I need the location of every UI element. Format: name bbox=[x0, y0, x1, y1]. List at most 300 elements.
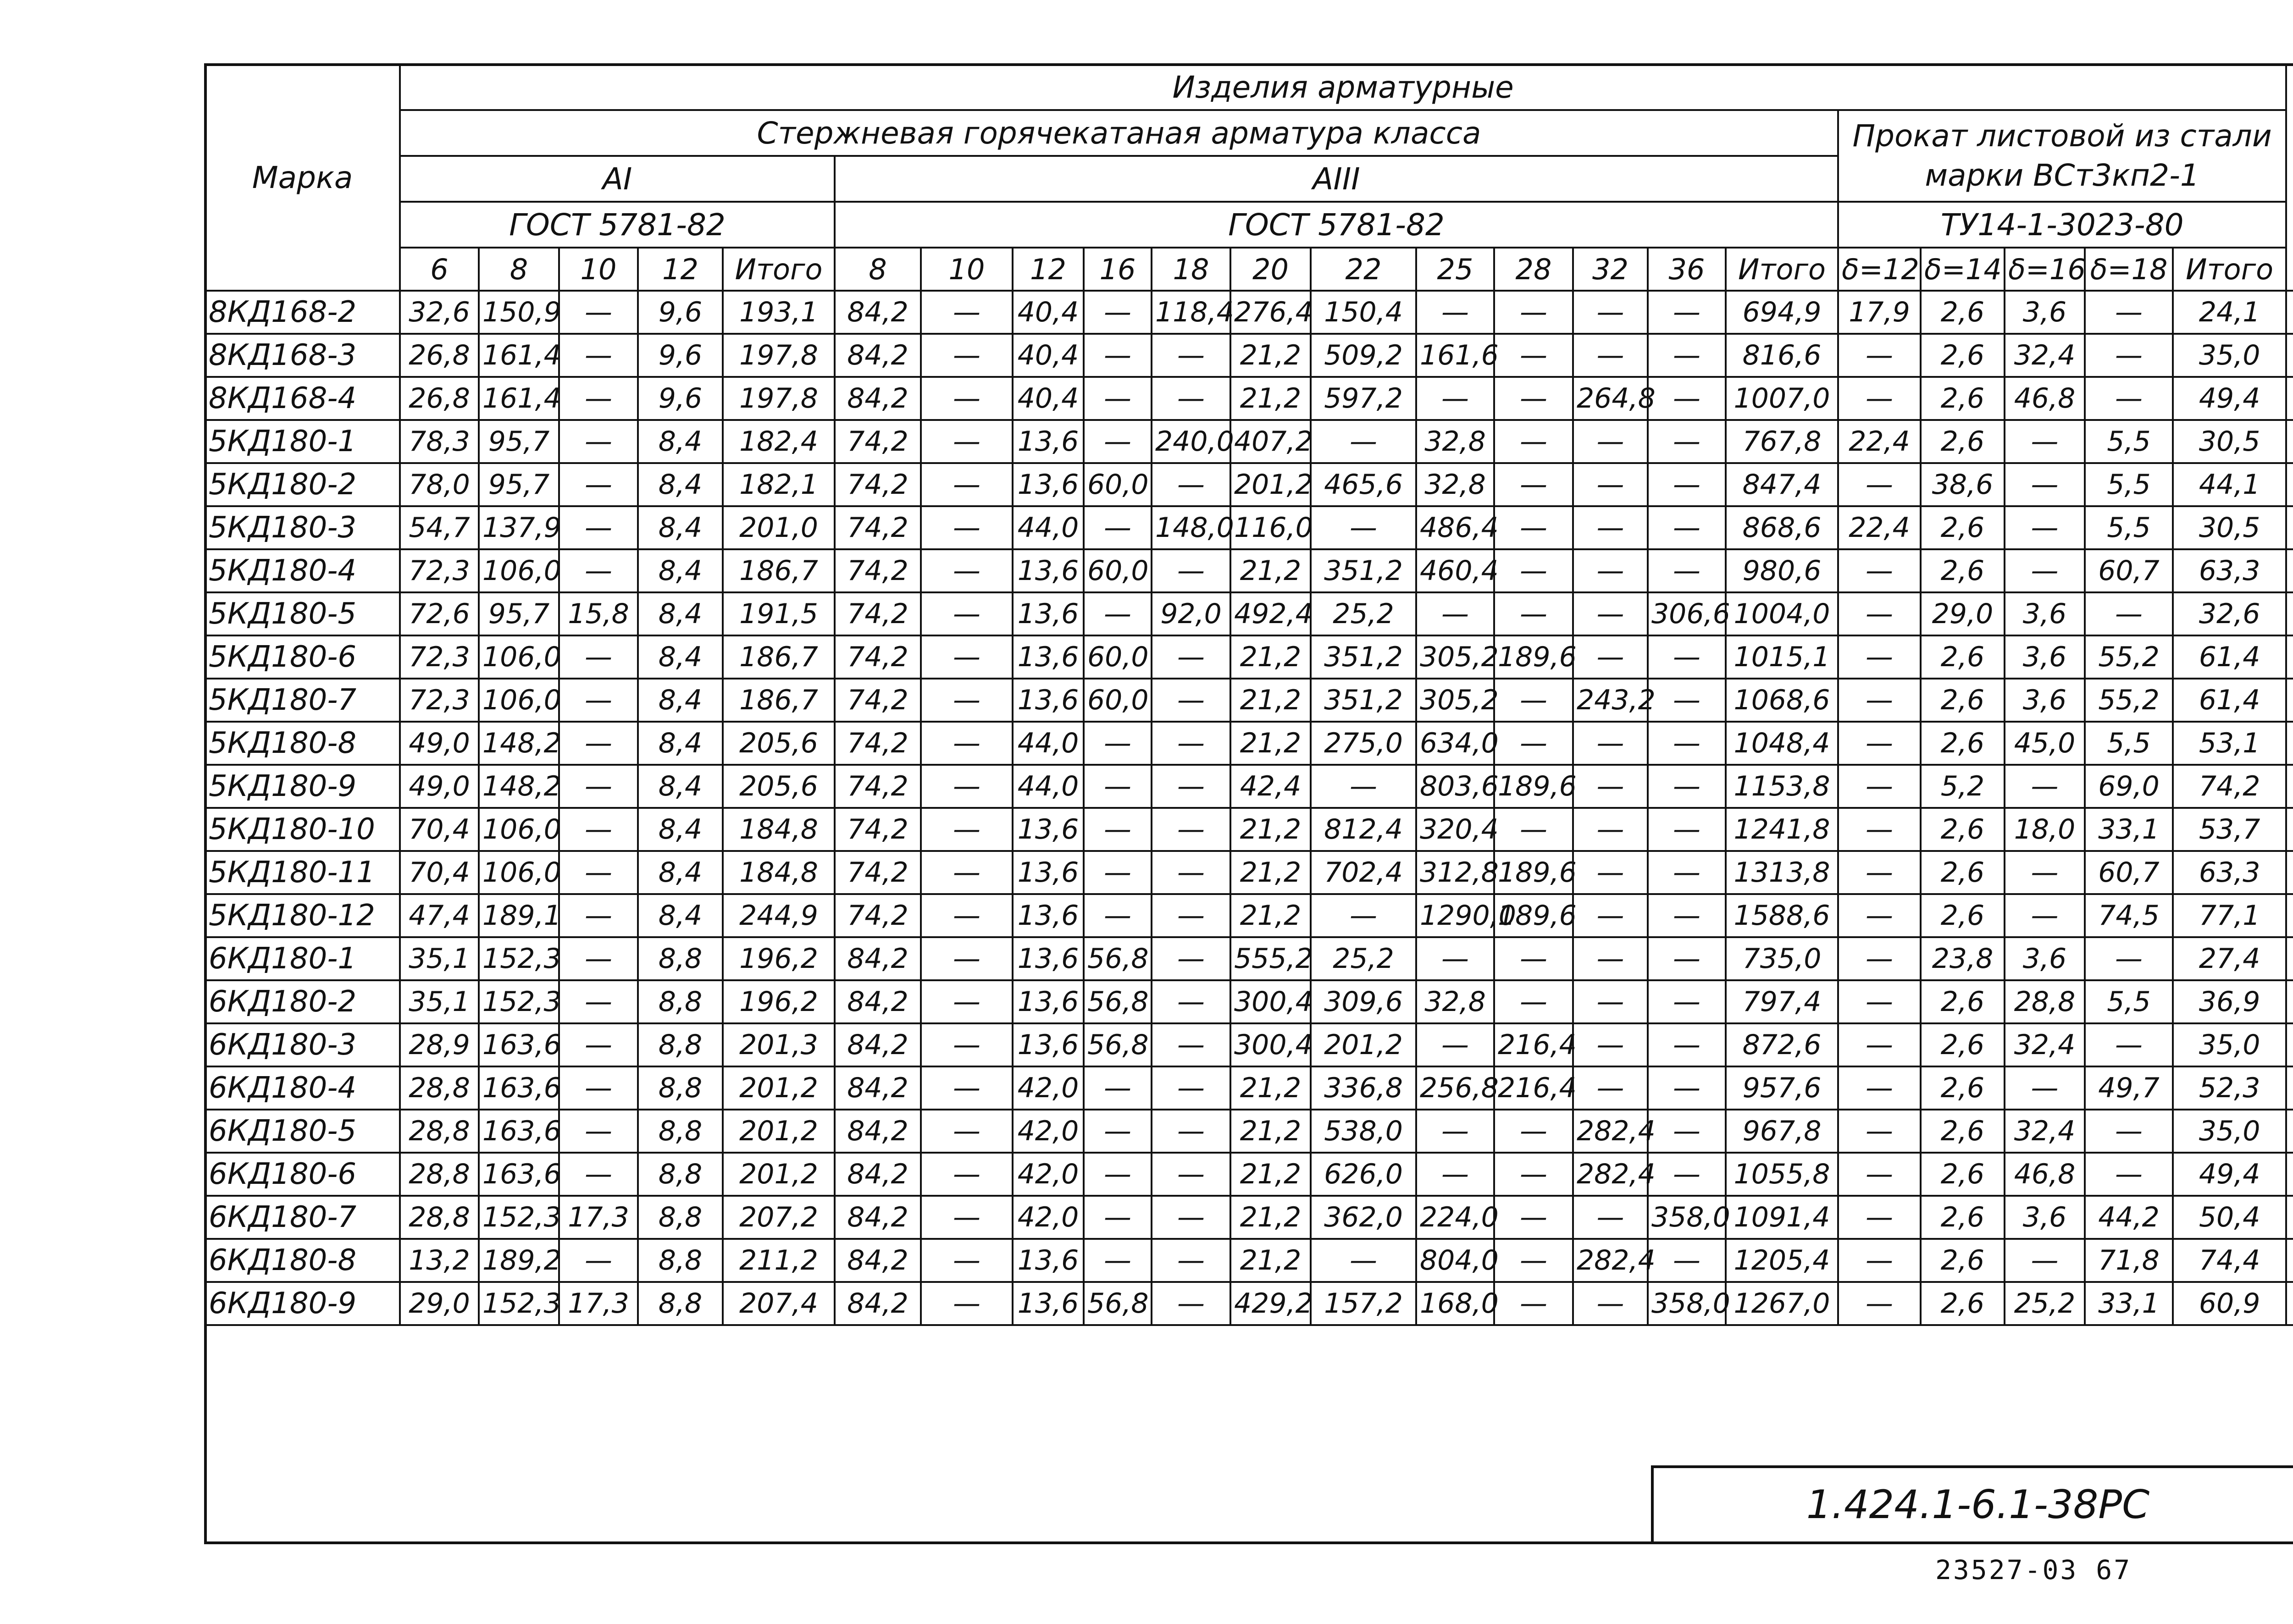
value-cell: — bbox=[1494, 592, 1573, 635]
value-cell: — bbox=[559, 291, 638, 334]
value-cell: 21,2 bbox=[1230, 894, 1311, 937]
value-cell: 492,4 bbox=[1230, 592, 1311, 635]
table-row bbox=[205, 1282, 2293, 1325]
table-row bbox=[205, 894, 2293, 937]
value-cell: — bbox=[1573, 808, 1648, 851]
value-cell: — bbox=[1838, 937, 1921, 980]
value-cell: 3,6 bbox=[2005, 592, 2085, 635]
value-cell: — bbox=[1416, 1153, 1494, 1196]
value-cell: 44,0 bbox=[1013, 722, 1084, 765]
table-row bbox=[205, 1239, 2293, 1282]
value-cell: — bbox=[1838, 980, 1921, 1023]
value-cell: — bbox=[559, 980, 638, 1023]
value-cell: 8,4 bbox=[638, 808, 723, 851]
value-cell: 50,4 bbox=[2173, 1196, 2286, 1239]
value-cell: 3,6 bbox=[2005, 679, 2085, 722]
value-cell: 197,8 bbox=[723, 334, 835, 377]
value-cell: — bbox=[1648, 1153, 1726, 1196]
value-cell: 35,0 bbox=[2173, 1110, 2286, 1153]
value-cell: 9,6 bbox=[638, 291, 723, 334]
value-cell: 1153,8 bbox=[1726, 765, 1838, 808]
value-cell: — bbox=[1494, 937, 1573, 980]
column-header-a3: 22 bbox=[1311, 248, 1416, 291]
value-cell: — bbox=[559, 1110, 638, 1153]
reinforcement-specification-table bbox=[204, 63, 2293, 1464]
mark-cell: 8КД168-2 bbox=[205, 291, 400, 334]
value-cell: — bbox=[559, 420, 638, 463]
value-cell: 28,8 bbox=[400, 1196, 479, 1239]
value-cell: 74,2 bbox=[835, 722, 921, 765]
value-cell: 804,0 bbox=[1416, 1239, 1494, 1282]
value-cell: 70,4 bbox=[400, 808, 479, 851]
value-cell: 275,0 bbox=[1311, 722, 1416, 765]
value-cell: 9,6 bbox=[638, 334, 723, 377]
value-cell: 282,4 bbox=[1573, 1153, 1648, 1196]
value-cell: 56,8 bbox=[1084, 937, 1152, 980]
value-cell: 74,2 bbox=[835, 463, 921, 506]
table-row bbox=[205, 592, 2293, 635]
value-cell: — bbox=[1152, 463, 1230, 506]
value-cell: 44,2 bbox=[2085, 1196, 2173, 1239]
value-cell: 106,0 bbox=[479, 679, 559, 722]
table-row bbox=[205, 1023, 2293, 1066]
value-cell: 106,0 bbox=[479, 549, 559, 592]
value-cell: 71,8 bbox=[2085, 1239, 2173, 1282]
value-cell: 847,4 bbox=[1726, 463, 1838, 506]
grand-total-cell bbox=[2286, 894, 2293, 937]
value-cell: 282,4 bbox=[1573, 1239, 1648, 1282]
value-cell: 191,5 bbox=[723, 592, 835, 635]
value-cell: — bbox=[1152, 1110, 1230, 1153]
value-cell: 148,2 bbox=[479, 722, 559, 765]
value-cell: 634,0 bbox=[1416, 722, 1494, 765]
value-cell: 21,2 bbox=[1230, 722, 1311, 765]
mark-cell: 8КД168-4 bbox=[205, 377, 400, 420]
value-cell: — bbox=[1648, 334, 1726, 377]
grand-total-cell bbox=[2286, 1153, 2293, 1196]
mark-cell: 6КД180-1 bbox=[205, 937, 400, 980]
column-header-a3: 28 bbox=[1494, 248, 1573, 291]
value-cell: 597,2 bbox=[1311, 377, 1416, 420]
value-cell: 201,2 bbox=[723, 1153, 835, 1196]
value-cell: 56,8 bbox=[1084, 980, 1152, 1023]
value-cell: 13,6 bbox=[1013, 592, 1084, 635]
column-header-a3: 36 bbox=[1648, 248, 1726, 291]
value-cell: 21,2 bbox=[1230, 1239, 1311, 1282]
value-cell: 196,2 bbox=[723, 980, 835, 1023]
value-cell: 182,4 bbox=[723, 420, 835, 463]
column-header-a3: 16 bbox=[1084, 248, 1152, 291]
grand-total-cell bbox=[2286, 765, 2293, 808]
value-cell: 49,4 bbox=[2173, 1153, 2286, 1196]
mark-cell: 6КД180-4 bbox=[205, 1066, 400, 1110]
value-cell: 186,7 bbox=[723, 635, 835, 679]
value-cell: 8,8 bbox=[638, 1239, 723, 1282]
grand-total-cell bbox=[2286, 1023, 2293, 1066]
value-cell: 152,3 bbox=[479, 1282, 559, 1325]
value-cell: — bbox=[1838, 851, 1921, 894]
mark-cell: 5КД180-10 bbox=[205, 808, 400, 851]
value-cell: — bbox=[1648, 1023, 1726, 1066]
value-cell: — bbox=[1311, 894, 1416, 937]
value-cell: 201,0 bbox=[723, 506, 835, 549]
value-cell: 95,7 bbox=[479, 592, 559, 635]
value-cell: — bbox=[1494, 722, 1573, 765]
value-cell: 60,0 bbox=[1084, 549, 1152, 592]
grand-total-cell bbox=[2286, 722, 2293, 765]
value-cell: — bbox=[1084, 1239, 1152, 1282]
value-cell: 1068,6 bbox=[1726, 679, 1838, 722]
value-cell: — bbox=[1838, 549, 1921, 592]
value-cell: — bbox=[559, 1153, 638, 1196]
value-cell: 74,2 bbox=[835, 894, 921, 937]
value-cell: — bbox=[1648, 765, 1726, 808]
value-cell: 305,2 bbox=[1416, 679, 1494, 722]
value-cell: 52,3 bbox=[2173, 1066, 2286, 1110]
value-cell: — bbox=[921, 334, 1013, 377]
mark-cell: 5КД180-8 bbox=[205, 722, 400, 765]
value-cell: — bbox=[1494, 679, 1573, 722]
value-cell: — bbox=[559, 765, 638, 808]
value-cell: 84,2 bbox=[835, 1066, 921, 1110]
value-cell: 148,2 bbox=[479, 765, 559, 808]
value-cell: — bbox=[921, 937, 1013, 980]
value-cell: 8,8 bbox=[638, 1110, 723, 1153]
value-cell: 8,4 bbox=[638, 420, 723, 463]
value-cell: 21,2 bbox=[1230, 1110, 1311, 1153]
mark-cell: 5КД180-1 bbox=[205, 420, 400, 463]
value-cell: 509,2 bbox=[1311, 334, 1416, 377]
column-header-a1: 10 bbox=[559, 248, 638, 291]
value-cell: 13,6 bbox=[1013, 679, 1084, 722]
value-cell: — bbox=[1084, 894, 1152, 937]
value-cell: — bbox=[2005, 1239, 2085, 1282]
value-cell: 40,4 bbox=[1013, 334, 1084, 377]
value-cell: — bbox=[559, 334, 638, 377]
value-cell: 74,4 bbox=[2173, 1239, 2286, 1282]
value-cell: 27,4 bbox=[2173, 937, 2286, 980]
value-cell: 207,4 bbox=[723, 1282, 835, 1325]
value-cell: — bbox=[1838, 1239, 1921, 1282]
value-cell: — bbox=[2005, 765, 2085, 808]
sheet-steel-title: Прокат листовой из стали марки ВСт3кп2-1 bbox=[1838, 110, 2286, 202]
value-cell: 2,6 bbox=[1921, 549, 2005, 592]
value-cell: — bbox=[1084, 291, 1152, 334]
value-cell: 186,7 bbox=[723, 679, 835, 722]
grand-total-cell bbox=[2286, 377, 2293, 420]
value-cell: — bbox=[1648, 937, 1726, 980]
value-cell: — bbox=[1084, 420, 1152, 463]
value-cell: 13,6 bbox=[1013, 808, 1084, 851]
value-cell: 74,2 bbox=[835, 679, 921, 722]
value-cell: 8,8 bbox=[638, 937, 723, 980]
value-cell: 63,3 bbox=[2173, 549, 2286, 592]
table-row bbox=[205, 506, 2293, 549]
value-cell: — bbox=[921, 1110, 1013, 1153]
value-cell: 358,0 bbox=[1648, 1282, 1726, 1325]
value-cell: 205,6 bbox=[723, 722, 835, 765]
grand-total-cell bbox=[2286, 1196, 2293, 1239]
value-cell: 276,4 bbox=[1230, 291, 1311, 334]
value-cell: 44,1 bbox=[2173, 463, 2286, 506]
value-cell: 2,6 bbox=[1921, 679, 2005, 722]
value-cell: — bbox=[921, 1023, 1013, 1066]
grand-total-cell bbox=[2286, 1239, 2293, 1282]
value-cell: 42,0 bbox=[1013, 1110, 1084, 1153]
value-cell: 8,8 bbox=[638, 1196, 723, 1239]
table-row bbox=[205, 377, 2293, 420]
value-cell: — bbox=[1648, 679, 1726, 722]
value-cell: 803,6 bbox=[1416, 765, 1494, 808]
value-cell: 8,4 bbox=[638, 679, 723, 722]
value-cell: 84,2 bbox=[835, 980, 921, 1023]
value-cell: 33,1 bbox=[2085, 1282, 2173, 1325]
value-cell: — bbox=[1573, 765, 1648, 808]
value-cell: — bbox=[1838, 679, 1921, 722]
value-cell: — bbox=[2005, 1066, 2085, 1110]
value-cell: 148,0 bbox=[1152, 506, 1230, 549]
value-cell: 60,0 bbox=[1084, 463, 1152, 506]
value-cell: 23,8 bbox=[1921, 937, 2005, 980]
value-cell: — bbox=[1573, 463, 1648, 506]
value-cell: 812,4 bbox=[1311, 808, 1416, 851]
value-cell: — bbox=[1573, 592, 1648, 635]
value-cell: — bbox=[2005, 894, 2085, 937]
value-cell: 44,0 bbox=[1013, 765, 1084, 808]
value-cell: — bbox=[559, 377, 638, 420]
grand-total-cell bbox=[2286, 1110, 2293, 1153]
value-cell: 358,0 bbox=[1648, 1196, 1726, 1239]
value-cell: 163,6 bbox=[479, 1066, 559, 1110]
value-cell: — bbox=[2005, 420, 2085, 463]
table-row bbox=[205, 722, 2293, 765]
value-cell: 13,6 bbox=[1013, 1023, 1084, 1066]
value-cell: 282,4 bbox=[1573, 1110, 1648, 1153]
value-cell: 77,1 bbox=[2173, 894, 2286, 937]
value-cell: — bbox=[1573, 1282, 1648, 1325]
value-cell: 21,2 bbox=[1230, 1066, 1311, 1110]
value-cell: 42,4 bbox=[1230, 765, 1311, 808]
value-cell: 244,9 bbox=[723, 894, 835, 937]
value-cell: 5,2 bbox=[1921, 765, 2005, 808]
value-cell: 150,4 bbox=[1311, 291, 1416, 334]
value-cell: — bbox=[1084, 1196, 1152, 1239]
value-cell: — bbox=[1494, 1282, 1573, 1325]
table-row bbox=[205, 980, 2293, 1023]
value-cell: 13,6 bbox=[1013, 937, 1084, 980]
value-cell: 13,6 bbox=[1013, 420, 1084, 463]
value-cell: 30,5 bbox=[2173, 506, 2286, 549]
value-cell: 32,8 bbox=[1416, 980, 1494, 1023]
column-header-a1: 6 bbox=[400, 248, 479, 291]
value-cell: 28,8 bbox=[2005, 980, 2085, 1023]
grand-total-cell bbox=[2286, 463, 2293, 506]
value-cell: — bbox=[921, 506, 1013, 549]
value-cell: — bbox=[1648, 506, 1726, 549]
value-cell: — bbox=[1494, 1239, 1573, 1282]
value-cell: 84,2 bbox=[835, 377, 921, 420]
value-cell: 8,4 bbox=[638, 506, 723, 549]
value-cell: — bbox=[1648, 1239, 1726, 1282]
value-cell: — bbox=[1648, 894, 1726, 937]
value-cell: 21,2 bbox=[1230, 851, 1311, 894]
value-cell: 106,0 bbox=[479, 635, 559, 679]
value-cell: 980,6 bbox=[1726, 549, 1838, 592]
value-cell: — bbox=[1416, 937, 1494, 980]
value-cell: — bbox=[1084, 1066, 1152, 1110]
value-cell: 74,2 bbox=[2173, 765, 2286, 808]
value-cell: 1241,8 bbox=[1726, 808, 1838, 851]
value-cell: 84,2 bbox=[835, 937, 921, 980]
value-cell: 868,6 bbox=[1726, 506, 1838, 549]
value-cell: — bbox=[1152, 937, 1230, 980]
value-cell: — bbox=[1648, 1066, 1726, 1110]
value-cell: 13,6 bbox=[1013, 1282, 1084, 1325]
archive-number: 23527-03 67 bbox=[1935, 1554, 2132, 1585]
value-cell: — bbox=[1648, 377, 1726, 420]
grand-total-cell bbox=[2286, 334, 2293, 377]
value-cell: — bbox=[559, 937, 638, 980]
value-cell: — bbox=[1084, 722, 1152, 765]
mark-cell: 5КД180-9 bbox=[205, 765, 400, 808]
value-cell: 106,0 bbox=[479, 808, 559, 851]
mark-cell: 8КД168-3 bbox=[205, 334, 400, 377]
value-cell: 17,3 bbox=[559, 1196, 638, 1239]
value-cell: — bbox=[921, 808, 1013, 851]
value-cell: — bbox=[1573, 980, 1648, 1023]
value-cell: 305,2 bbox=[1416, 635, 1494, 679]
value-cell: 486,4 bbox=[1416, 506, 1494, 549]
value-cell: — bbox=[921, 980, 1013, 1023]
value-cell: 2,6 bbox=[1921, 420, 2005, 463]
value-cell: 300,4 bbox=[1230, 980, 1311, 1023]
value-cell: 1004,0 bbox=[1726, 592, 1838, 635]
value-cell: — bbox=[2005, 851, 2085, 894]
value-cell: 78,0 bbox=[400, 463, 479, 506]
value-cell: 30,5 bbox=[2173, 420, 2286, 463]
mark-cell: 6КД180-7 bbox=[205, 1196, 400, 1239]
value-cell: 8,4 bbox=[638, 635, 723, 679]
table-row bbox=[205, 1196, 2293, 1239]
value-cell: 22,4 bbox=[1838, 420, 1921, 463]
gost-a1: ГОСТ 5781-82 bbox=[400, 202, 835, 248]
value-cell: 55,2 bbox=[2085, 635, 2173, 679]
grand-total-cell bbox=[2286, 851, 2293, 894]
value-cell: 1205,4 bbox=[1726, 1239, 1838, 1282]
value-cell: — bbox=[1494, 808, 1573, 851]
value-cell: — bbox=[559, 679, 638, 722]
value-cell: — bbox=[2005, 463, 2085, 506]
value-cell: 95,7 bbox=[479, 463, 559, 506]
value-cell: — bbox=[1152, 765, 1230, 808]
value-cell: 74,2 bbox=[835, 420, 921, 463]
value-cell: 2,6 bbox=[1921, 722, 2005, 765]
class-a3: АIII bbox=[835, 156, 1838, 202]
value-cell: — bbox=[1648, 722, 1726, 765]
value-cell: 2,6 bbox=[1921, 377, 2005, 420]
value-cell: — bbox=[1573, 635, 1648, 679]
value-cell: 56,8 bbox=[1084, 1282, 1152, 1325]
table-row bbox=[205, 1066, 2293, 1110]
value-cell: — bbox=[921, 1153, 1013, 1196]
value-cell: — bbox=[921, 894, 1013, 937]
value-cell: — bbox=[1152, 894, 1230, 937]
value-cell: — bbox=[1648, 463, 1726, 506]
value-cell: 84,2 bbox=[835, 1196, 921, 1239]
value-cell: — bbox=[1084, 1153, 1152, 1196]
value-cell: — bbox=[559, 506, 638, 549]
total-header bbox=[2286, 64, 2293, 291]
mark-cell: 5КД180-11 bbox=[205, 851, 400, 894]
grand-total-cell bbox=[2286, 1066, 2293, 1110]
value-cell: 13,6 bbox=[1013, 980, 1084, 1023]
value-cell: 32,6 bbox=[400, 291, 479, 334]
value-cell: 106,0 bbox=[479, 851, 559, 894]
value-cell: 17,3 bbox=[559, 1282, 638, 1325]
table-row bbox=[205, 937, 2293, 980]
grand-total-cell bbox=[2286, 592, 2293, 635]
value-cell: — bbox=[1494, 420, 1573, 463]
value-cell: — bbox=[1152, 1066, 1230, 1110]
value-cell: 35,0 bbox=[2173, 1023, 2286, 1066]
value-cell: 1055,8 bbox=[1726, 1153, 1838, 1196]
column-header-a1: 12 bbox=[638, 248, 723, 291]
value-cell: 201,3 bbox=[723, 1023, 835, 1066]
value-cell: 21,2 bbox=[1230, 635, 1311, 679]
value-cell: 1290,0 bbox=[1416, 894, 1494, 937]
mark-cell: 5КД180-4 bbox=[205, 549, 400, 592]
value-cell: 69,0 bbox=[2085, 765, 2173, 808]
column-header-a3: 32 bbox=[1573, 248, 1648, 291]
value-cell: — bbox=[1838, 1066, 1921, 1110]
value-cell: 13,6 bbox=[1013, 1239, 1084, 1282]
value-cell: 243,2 bbox=[1573, 679, 1648, 722]
grand-total-cell bbox=[2286, 679, 2293, 722]
blank-area bbox=[205, 1325, 2293, 1464]
diameter-header-row bbox=[205, 248, 2293, 291]
value-cell: — bbox=[2085, 1023, 2173, 1066]
value-cell: 211,2 bbox=[723, 1239, 835, 1282]
grand-total-cell bbox=[2286, 420, 2293, 463]
value-cell: 55,2 bbox=[2085, 679, 2173, 722]
value-cell: 49,4 bbox=[2173, 377, 2286, 420]
value-cell: — bbox=[921, 420, 1013, 463]
value-cell: 306,6 bbox=[1648, 592, 1726, 635]
value-cell: — bbox=[1573, 1196, 1648, 1239]
value-cell: — bbox=[1838, 334, 1921, 377]
value-cell: 8,4 bbox=[638, 722, 723, 765]
value-cell: — bbox=[1573, 722, 1648, 765]
value-cell: 163,6 bbox=[479, 1023, 559, 1066]
mark-cell: 5КД180-6 bbox=[205, 635, 400, 679]
value-cell: — bbox=[559, 722, 638, 765]
value-cell: 8,8 bbox=[638, 1066, 723, 1110]
value-cell: 28,8 bbox=[400, 1110, 479, 1153]
value-cell: 13,6 bbox=[1013, 635, 1084, 679]
value-cell: 152,3 bbox=[479, 937, 559, 980]
value-cell: 351,2 bbox=[1311, 635, 1416, 679]
value-cell: 72,3 bbox=[400, 635, 479, 679]
mark-cell: 6КД180-6 bbox=[205, 1153, 400, 1196]
value-cell: 25,2 bbox=[1311, 937, 1416, 980]
value-cell: — bbox=[1838, 894, 1921, 937]
document-code: 1.424.1-6.1-38РС bbox=[1654, 1468, 2293, 1541]
grand-total-cell bbox=[2286, 635, 2293, 679]
value-cell: — bbox=[921, 592, 1013, 635]
value-cell: 92,0 bbox=[1152, 592, 1230, 635]
value-cell: — bbox=[1838, 1153, 1921, 1196]
value-cell: — bbox=[921, 851, 1013, 894]
